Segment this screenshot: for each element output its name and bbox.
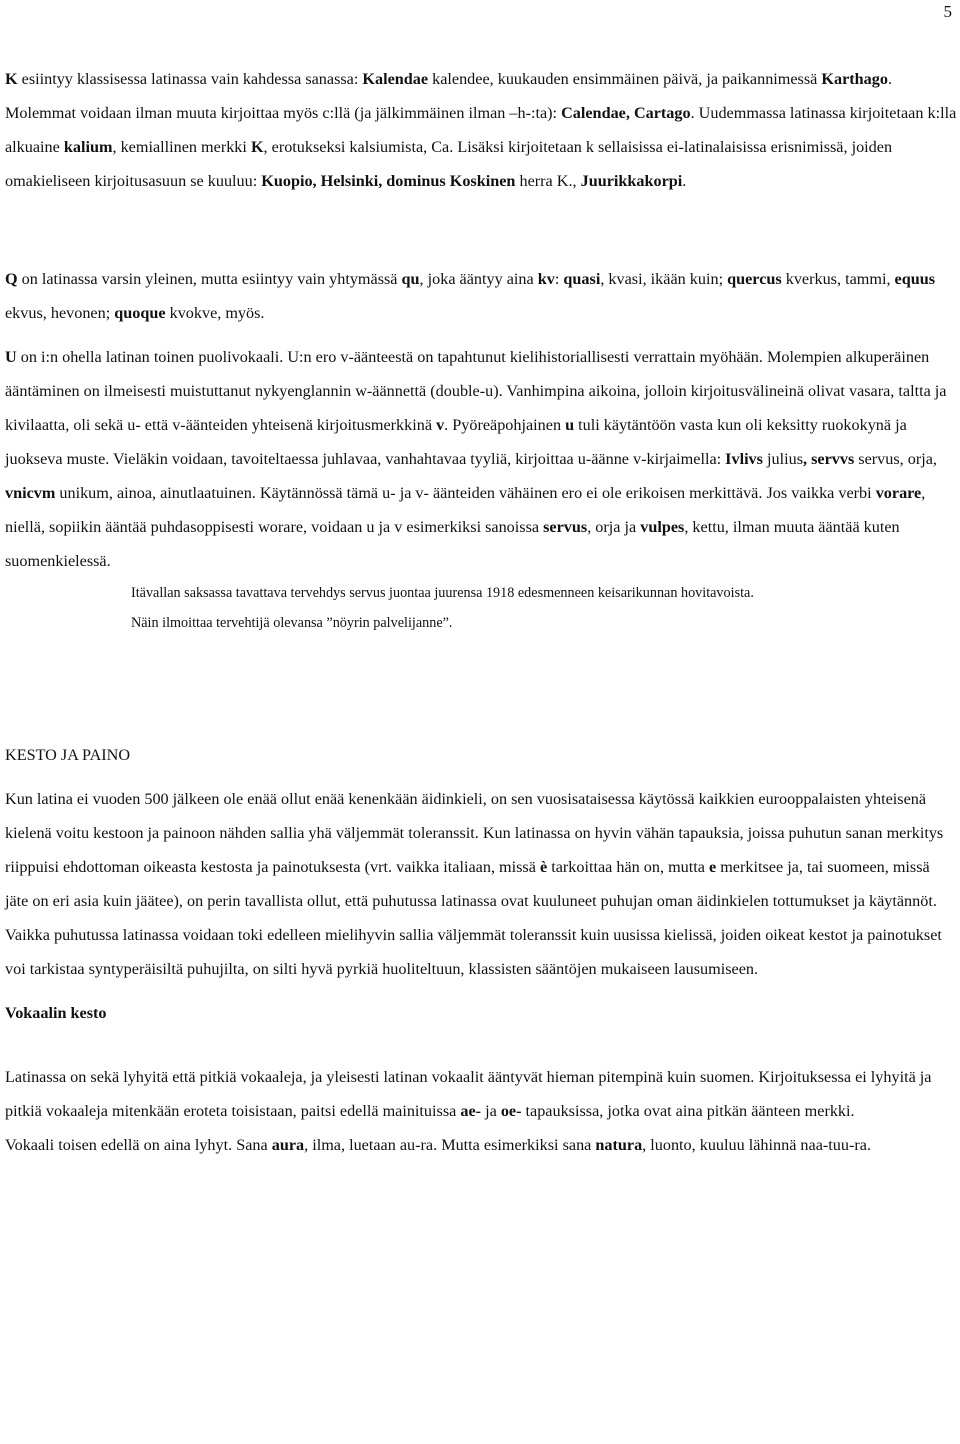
bold-term: u (565, 416, 575, 434)
text-run: herra K., (515, 172, 581, 190)
bold-term: ae- (460, 1102, 482, 1120)
bold-term: quoque (114, 304, 166, 322)
paragraph-q (5, 262, 957, 330)
text-run: on i:n ohella latinan toinen puolivokaali. U:n ero v-äänteestä on tapahtunut kielihistoriallisesti verrattain myöhään. Molempien alkuperäinen ääntäminen on ilmeisesti muistuttanut nykyenglannin w-äännettä (double-u). Vanhimpina aikoina, jolloin kirjoitusvälineinä olivat vasara, taltta ja kivilaatta, oli sekä u- että v-äänteiden yhteisenä kirjoitusmerkkinä (5, 348, 947, 434)
text-run: ja (481, 1102, 501, 1120)
paragraph-vokaali-2 (5, 1128, 957, 1162)
text-run: unikum, ainoa, ainutlaatuinen. Käytännössä tämä u- ja v- äänteiden vähäinen ero ei ole erikoisen merkittävä. Jos vaikka verbi (55, 484, 876, 502)
bold-term: Kuopio, Helsinki, dominus Koskinen (261, 172, 516, 190)
text-run: Vokaali toisen edellä on aina lyhyt. Sana (5, 1136, 272, 1154)
bold-term: v (436, 416, 445, 434)
bold-term: vulpes (640, 518, 685, 536)
paragraph-vokaali-1 (5, 1060, 957, 1128)
text-run: tapauksissa, jotka ovat aina pitkän äänteen merkki. (521, 1102, 855, 1120)
bold-term: Ivlivs (725, 450, 763, 468)
bold-term: K (5, 70, 18, 88)
paragraph-k (5, 62, 957, 198)
text-run: , luonto, kuuluu lähinnä naa-tuu-ra. (642, 1136, 871, 1154)
bold-term: vorare (875, 484, 922, 502)
text-run: on latinassa varsin yleinen, mutta esiintyy vain yhtymässä (17, 270, 402, 288)
text-run: julius (762, 450, 803, 468)
text-run: , kvasi, ikään kuin; (600, 270, 728, 288)
text-run: , orja ja (587, 518, 641, 536)
text-run: kvokve, myös. (165, 304, 265, 322)
bold-term: aura (271, 1136, 305, 1154)
heading-text: Vokaalin kesto (5, 1004, 107, 1022)
text-run: kverkus, tammi, (781, 270, 895, 288)
bold-term: e (708, 858, 717, 876)
text-run: merkitsee ja, tai suomeen, missä jäte on eri asia kuin jäätee), on perin tavallista ollut, että puhutussa latinassa ovat kuuluneet puhujan oman äidinkielen tottumukset ja käytännöt. Vaikka puhutussa latinassa voidaan toki edelleen mielihyvin sallia väljemmät toleranssit kuin uusissa kielissä, joiden oikeat kestot ja painotukset voi tarkistaa syntyperäisiltä puhujilta, on silti hyvä pyrkiä huoliteltuun, klassisten sääntöjen mukaiseen lausumiseen. (5, 858, 942, 978)
bold-term: vnicvm (5, 484, 56, 502)
text-run: tuli käytäntöön vasta kun oli keksitty ruokokynä ja juokseva muste. Vieläkin voidaan, tavoiteltaessa juhlavaa, vanhahtavaa tyyliä, kirjoittaa u-äänne v-kirjaimella: (5, 416, 907, 468)
paragraph-u (5, 340, 957, 578)
bold-term: qu (401, 270, 420, 288)
bold-term: K (250, 138, 264, 156)
bold-term: quercus (727, 270, 782, 288)
bold-term: equus (894, 270, 936, 288)
bold-term: Karthago (821, 70, 888, 88)
bold-term: kv (537, 270, 555, 288)
text-run: , niellä, sopiikin ääntää puhdasoppisesti worare, voidaan u ja v esimerkiksi sanoissa (5, 484, 926, 536)
bold-term: U (5, 348, 17, 366)
text-run: . Pyöreäpohjainen (444, 416, 566, 434)
text-run: , erotukseksi kalsiumista, Ca. Lisäksi kirjoitetaan k sellaisissa ei-latinalaisissa erisnimissä, joiden omakieliseen kirjoitusasuun se kuuluu: (5, 138, 893, 190)
bold-term: kalium (63, 138, 113, 156)
paragraph-kesto (5, 782, 957, 986)
text-run: servus, orja, (854, 450, 937, 468)
bold-term: Kalendae (362, 70, 429, 88)
text-run: Kun latina ei vuoden 500 jälkeen ole enää ollut enää kenenkään äidinkieli, on sen vuosisataisessa käytössä kaikkien eurooppalaisten yhteisenä kielenä voitu kestoon ja painoon nähden sallia yhä väljemmät toleranssit. Kun latinassa on hyvin vähän tapauksia, joissa puhutun sanan merkitys riippuisi ehdottoman oikeasta kestosta ja painotuksesta (vrt. vaikka italiaan, missä (5, 790, 944, 876)
text-run: , ilma, luetaan au-ra. Mutta esimerkiksi sana (304, 1136, 596, 1154)
bold-term: oe- (500, 1102, 522, 1120)
bold-term: quasi (563, 270, 601, 288)
bold-term: Calendae, Cartago (561, 104, 691, 122)
text-run: . (682, 172, 687, 190)
text-run: Latinassa on sekä lyhyitä että pitkiä vokaaleja, ja yleisesti latinan vokaalit ääntyvät hieman pitempinä kuin suomen. Kirjoituksessa ei lyhyitä ja pitkiä vokaaleja mitenkään eroteta toisistaan, paitsi edellä mainituissa (5, 1068, 932, 1120)
text-run: , kemiallinen merkki (112, 138, 251, 156)
bold-term: servus (543, 518, 588, 536)
text-run: ekvus, hevonen; (5, 304, 115, 322)
text-run: : (554, 270, 564, 288)
text-run: tarkoittaa hän on, mutta (547, 858, 709, 876)
section-heading-vokaali (5, 996, 957, 1030)
text-run: . Molemmat voidaan ilman muuta kirjoittaa myös c:llä (ja jälkimmäinen ilman –h-:ta): (5, 70, 892, 122)
bold-term: Q (5, 270, 18, 288)
section-heading-kesto: KESTO JA PAINO (5, 746, 131, 764)
document-body (5, 62, 957, 1162)
caption-line-1: Itävallan saksassa tavattava tervehdys servus juontaa juurensa 1918 edesmenneen keisarikunnan hovitavoista. (131, 585, 754, 601)
caption-line-2: Näin ilmoittaa tervehtijä olevansa ”nöyrin palvelijanne”. (131, 615, 453, 631)
page-number: 5 (943, 2, 952, 21)
bold-term: natura (595, 1136, 643, 1154)
text-run: esiintyy klassisessa latinassa vain kahdessa sanassa: (17, 70, 363, 88)
bold-term: Juurikkakorpi (580, 172, 683, 190)
text-run: kalendee, kuukauden ensimmäinen päivä, ja paikannimessä (428, 70, 822, 88)
bold-term: è (539, 858, 548, 876)
bold-term: , servvs (803, 450, 855, 468)
text-run: , kettu, ilman muuta ääntää kuten suomenkielessä. (5, 518, 900, 570)
text-run: . Uudemmassa latinassa kirjoitetaan k:lla alkuaine (5, 104, 957, 156)
text-run: , joka ääntyy aina (419, 270, 538, 288)
